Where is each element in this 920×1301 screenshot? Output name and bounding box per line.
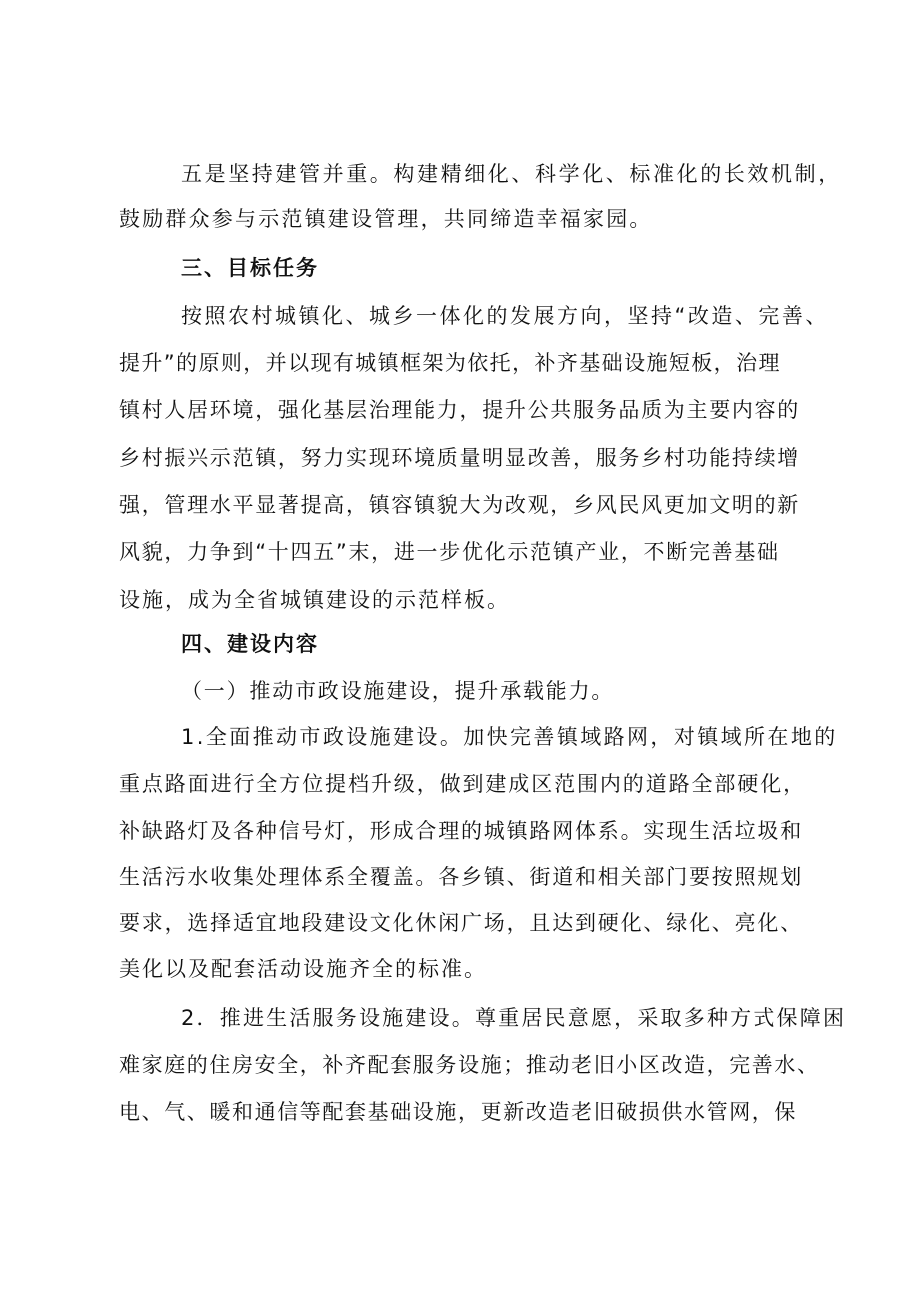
paragraph-line: 风貌，力争到“十四五”末，进一步优化示范镇产业，不断完善基础 xyxy=(119,540,780,564)
paragraph-line: 按照农村城镇化、城乡一体化的发展方向，坚持“改造、完善、 xyxy=(181,304,829,328)
paragraph-line: 五是坚持建管并重。构建精细化、科学化、标准化的长效机制， xyxy=(181,162,842,186)
paragraph-line: 提升”的原则，并以现有城镇框架为依托，补齐基础设施短板，治理 xyxy=(119,351,781,375)
section-heading: 四、建设内容 xyxy=(181,632,319,656)
section-heading: 三、目标任务 xyxy=(181,256,319,280)
paragraph-line: 设施，成为全省城镇建设的示范样板。 xyxy=(119,588,510,612)
paragraph-line: 美化以及配套活动设施齐全的标准。 xyxy=(119,957,487,981)
paragraph-line: 补缺路灯及各种信号灯，形成合理的城镇路网体系。实现生活垃圾和 xyxy=(119,819,803,843)
subsection-heading: （一）推动市政设施建设，提升承载能力。 xyxy=(181,679,615,703)
paragraph-line: 镇村人居环境，强化基层治理能力，提升公共服务品质为主要内容的 xyxy=(119,398,800,422)
paragraph-line: 2．推进生活服务设施建设。尊重居民意愿，采取多种方式保障困 xyxy=(181,1006,847,1030)
paragraph-line: 电、气、暖和通信等配套基础设施，更新改造老旧破损供水管网，保 xyxy=(119,1100,797,1124)
paragraph-line: 强，管理水平显著提高，镇容镇貌大为改观，乡风民风更加文明的新 xyxy=(119,493,800,517)
paragraph-line: 乡村振兴示范镇，努力实现环境质量明显改善，服务乡村功能持续增 xyxy=(119,446,800,470)
paragraph-line: 鼓励群众参与示范镇建设管理，共同缔造幸福家园。 xyxy=(119,207,653,231)
paragraph-line: 生活污水收集处理体系全覆盖。各乡镇、街道和相关部门要按照规划 xyxy=(119,865,803,889)
paragraph-line: 要求，选择适宜地段建设文化休闲广场，且达到硬化、绿化、亮化、 xyxy=(119,911,803,935)
paragraph-line: 重点路面进行全方位提档升级，做到建成区范围内的道路全部硬化， xyxy=(119,772,806,796)
paragraph-line: 1.全面推动市政设施建设。加快完善镇域路网，对镇域所在地的 xyxy=(181,725,838,749)
paragraph-line: 难家庭的住房安全，补齐配套服务设施；推动老旧小区改造，完善水、 xyxy=(119,1053,820,1077)
